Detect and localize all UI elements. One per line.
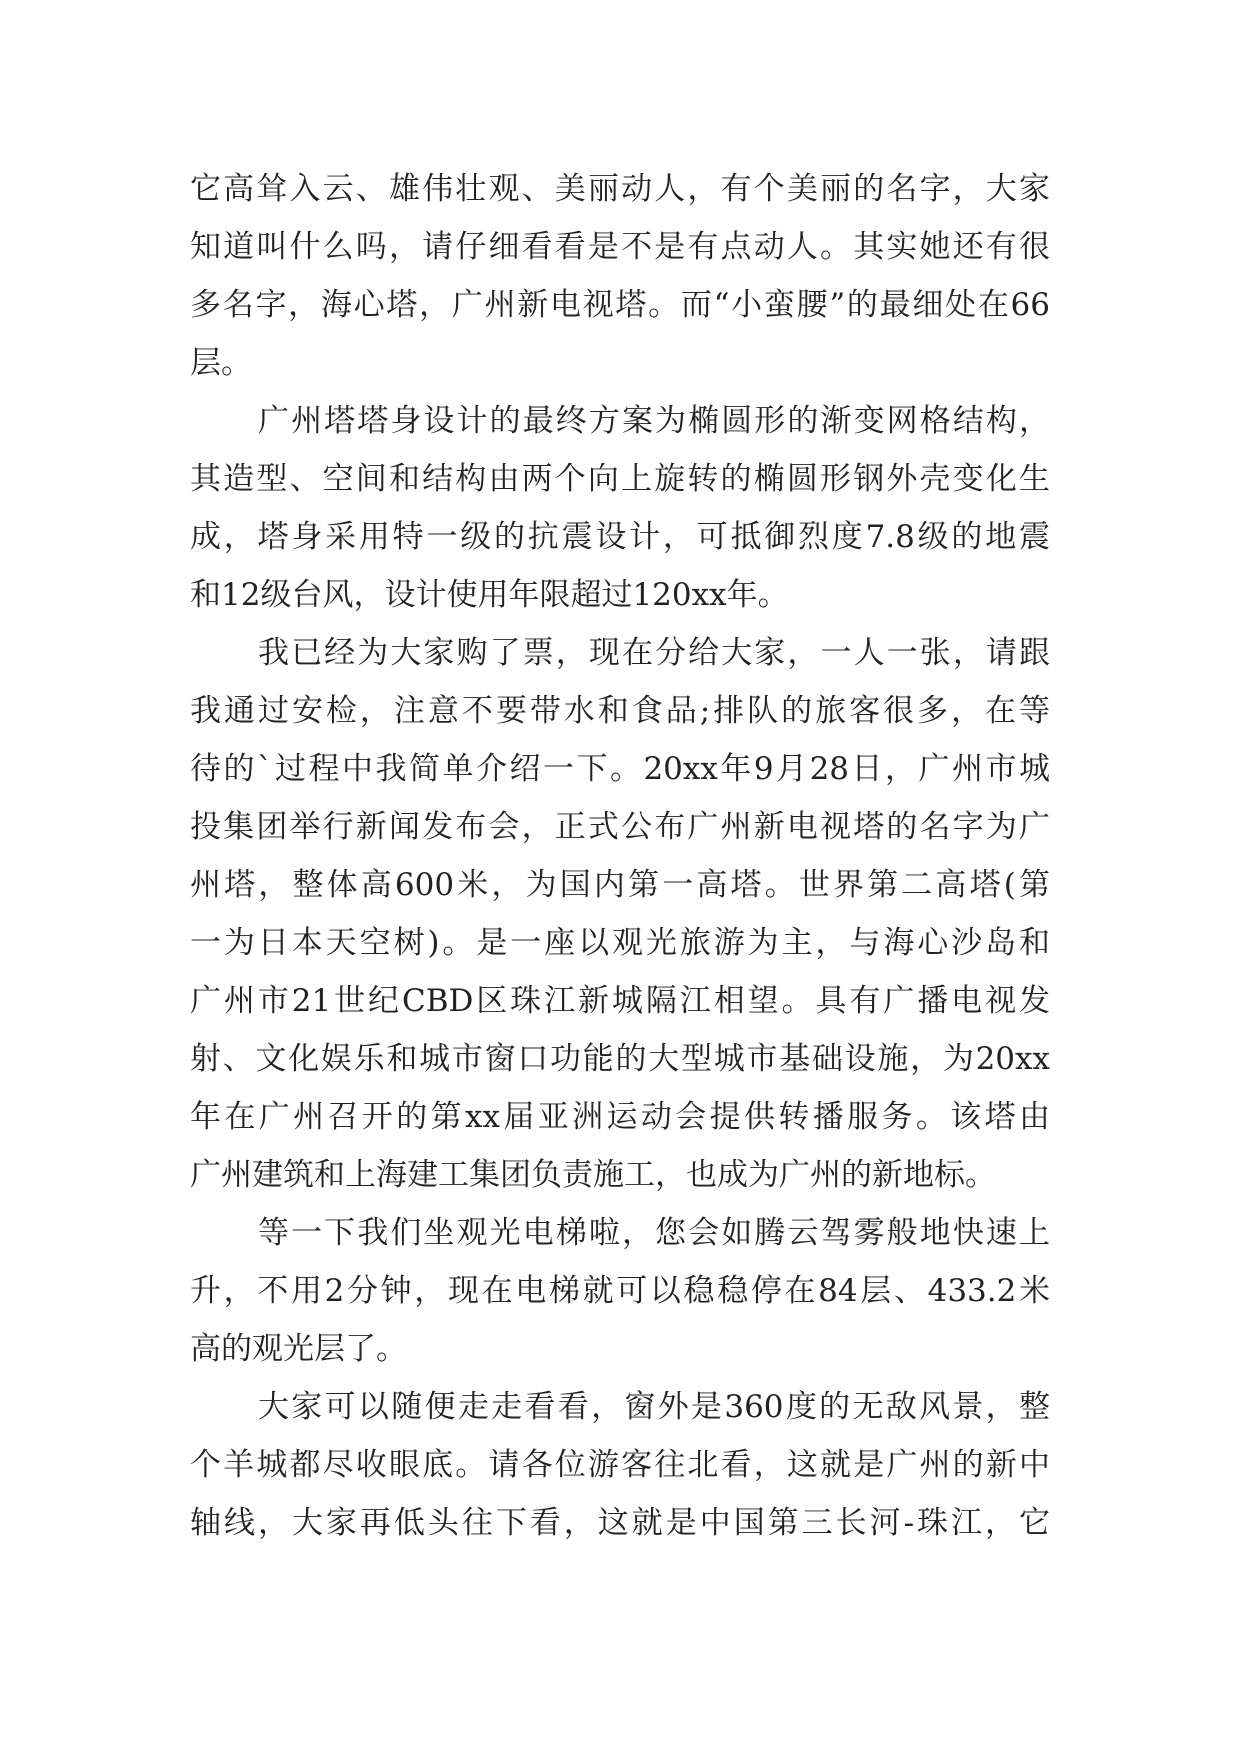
text-line: 个羊城都尽收眼底。请各位游客往北看，这就是广州的新中 (190, 1447, 1050, 1483)
text-line: 知道叫什么吗，请仔细看看是不是有点动人。其实她还有很 (190, 229, 1050, 265)
paragraph (190, 1378, 1050, 1552)
text-line: 高的观光层了。 (190, 1331, 407, 1367)
text-line: 等一下我们坐观光电梯啦，您会如腾云驾雾般地快速上 (258, 1215, 1050, 1251)
text-line: 投集团举行新闻发布会，正式公布广州新电视塔的名字为广 (190, 809, 1050, 845)
text-line: 年在广州召开的第xx届亚洲运动会提供转播服务。该塔由 (190, 1099, 1050, 1135)
text-line: 我通过安检，注意不要带水和食品;排队的旅客很多，在等 (190, 693, 1050, 729)
text-line: 广州塔塔身设计的最终方案为椭圆形的渐变网格结构， (258, 403, 1050, 439)
document-body (190, 160, 1050, 1552)
paragraph (190, 392, 1050, 624)
text-line: 升，不用2分钟，现在电梯就可以稳稳停在84层、433.2米 (190, 1273, 1050, 1309)
text-line: 成，塔身采用特一级的抗震设计，可抵御烈度7.8级的地震 (190, 519, 1050, 555)
text-line: 多名字，海心塔，广州新电视塔。而“小蛮腰”的最细处在66 (190, 287, 1050, 323)
text-line: 广州市21世纪CBD区珠江新城隔江相望。具有广播电视发 (190, 983, 1050, 1019)
text-line: 它高耸入云、雄伟壮观、美丽动人，有个美丽的名字，大家 (190, 171, 1050, 207)
text-line: 待的`过程中我简单介绍一下。20xx年9月28日，广州市城 (190, 751, 1050, 787)
text-line: 其造型、空间和结构由两个向上旋转的椭圆形钢外壳变化生 (190, 461, 1050, 497)
paragraph (190, 624, 1050, 1204)
text-line: 我已经为大家购了票，现在分给大家，一人一张，请跟 (258, 635, 1050, 671)
text-line: 广州建筑和上海建工集团负责施工，也成为广州的新地标。 (190, 1157, 996, 1193)
paragraph (190, 1204, 1050, 1378)
paragraph (190, 160, 1050, 392)
text-line: 轴线，大家再低头往下看，这就是中国第三长河-珠江，它 (190, 1505, 1050, 1541)
text-line: 层。 (190, 345, 252, 381)
text-line: 一为日本天空树)。是一座以观光旅游为主，与海心沙岛和 (190, 925, 1050, 961)
text-line: 和12级台风，设计使用年限超过120xx年。 (190, 577, 789, 613)
text-line: 大家可以随便走走看看，窗外是360度的无敌风景，整 (258, 1389, 1050, 1425)
text-line: 射、文化娱乐和城市窗口功能的大型城市基础设施，为20xx (190, 1041, 1050, 1077)
text-line: 州塔，整体高600米，为国内第一高塔。世界第二高塔(第 (190, 867, 1050, 903)
